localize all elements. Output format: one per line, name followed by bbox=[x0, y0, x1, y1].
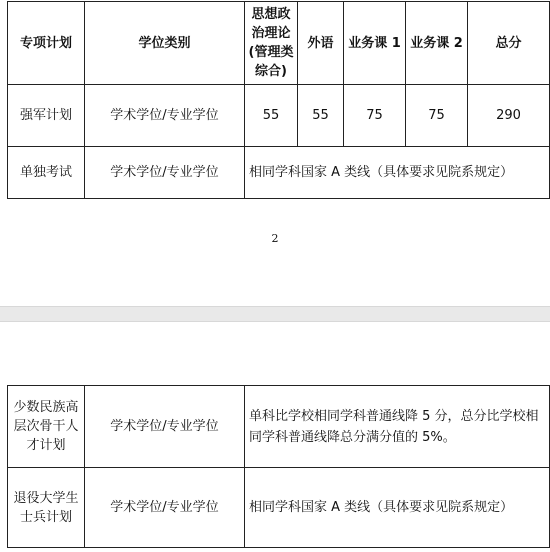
row-course-1: 75 bbox=[344, 85, 406, 147]
document-page-bottom bbox=[0, 322, 550, 552]
table-row bbox=[8, 468, 550, 548]
header-foreign-language: 外语 bbox=[298, 2, 344, 85]
table-row bbox=[8, 85, 550, 147]
row-requirement: 相同学科国家 A 类线（具体要求见院系规定） bbox=[245, 468, 550, 548]
row-foreign-language: 55 bbox=[298, 85, 344, 147]
page-separator bbox=[0, 306, 550, 322]
table-row bbox=[8, 386, 550, 468]
header-total: 总分 bbox=[468, 2, 550, 85]
row-course-2: 75 bbox=[406, 85, 468, 147]
row-degree-type: 学术学位/专业学位 bbox=[85, 85, 245, 147]
table-row bbox=[8, 147, 550, 199]
row-total: 290 bbox=[468, 85, 550, 147]
row-plan: 少数民族高层次骨干人才计划 bbox=[8, 386, 85, 468]
header-degree-type: 学位类别 bbox=[85, 2, 245, 85]
score-requirements-table-continued bbox=[7, 385, 550, 548]
row-plan: 强军计划 bbox=[8, 85, 85, 147]
row-plan: 退役大学生士兵计划 bbox=[8, 468, 85, 548]
row-plan: 单独考试 bbox=[8, 147, 85, 199]
header-politics: 思想政治理论(管理类综合) bbox=[245, 2, 298, 85]
row-degree-type: 学术学位/专业学位 bbox=[85, 147, 245, 199]
page-number: 2 bbox=[271, 232, 279, 245]
score-requirements-table bbox=[7, 1, 550, 199]
row-degree-type: 学术学位/专业学位 bbox=[85, 468, 245, 548]
row-requirement: 相同学科国家 A 类线（具体要求见院系规定） bbox=[245, 147, 550, 199]
row-politics: 55 bbox=[245, 85, 298, 147]
header-plan: 专项计划 bbox=[8, 2, 85, 85]
row-requirement: 单科比学校相同学科普通线降 5 分，总分比学校相同学科普通线降总分满分值的 5%。 bbox=[245, 386, 550, 468]
row-degree-type: 学术学位/专业学位 bbox=[85, 386, 245, 468]
header-course-1: 业务课 1 bbox=[344, 2, 406, 85]
table-header-row bbox=[8, 2, 550, 85]
header-course-2: 业务课 2 bbox=[406, 2, 468, 85]
